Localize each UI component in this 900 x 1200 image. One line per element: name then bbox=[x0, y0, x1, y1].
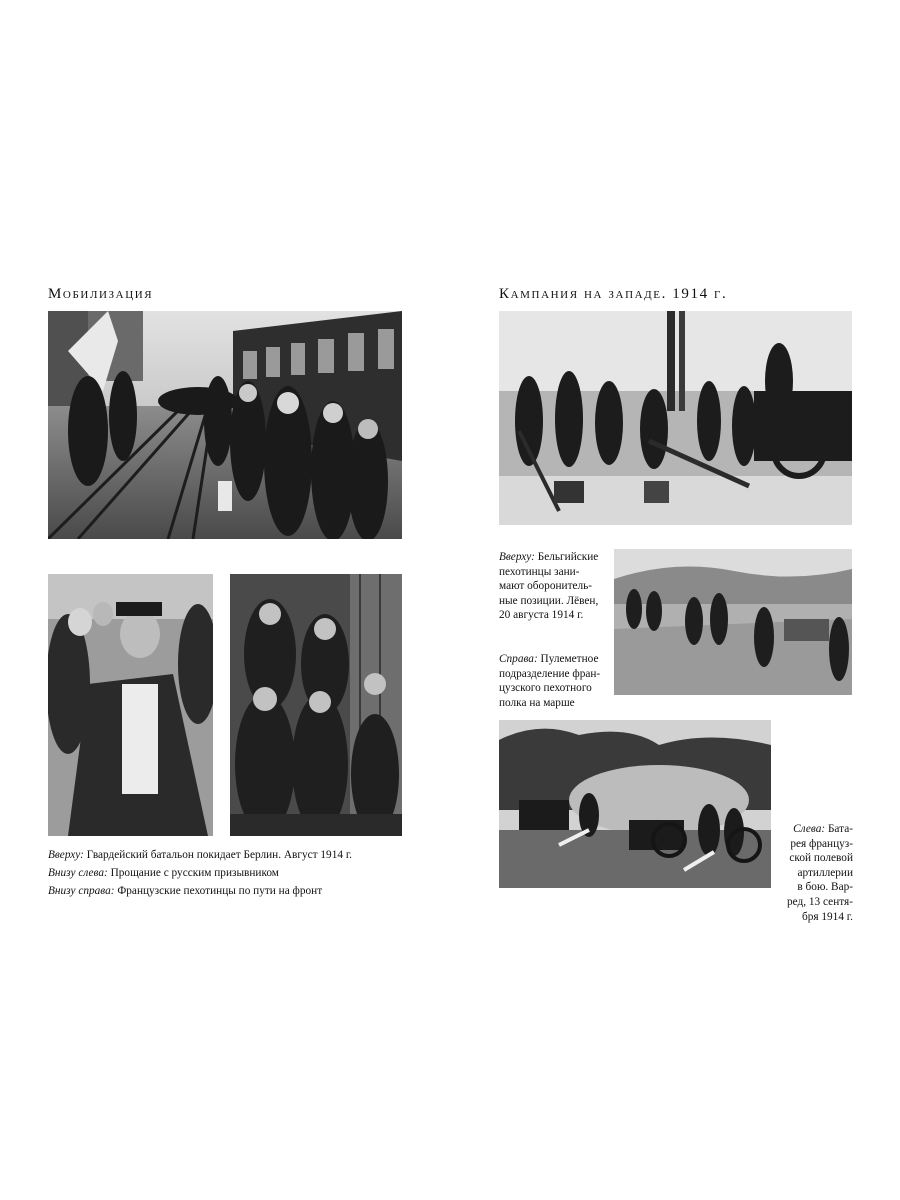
section-title-mobilization: Мобилизация bbox=[48, 286, 154, 302]
photo-french-field-artillery bbox=[499, 720, 771, 888]
photo-french-machine-gun-march bbox=[614, 549, 852, 695]
caption-french-artillery: Слева: Бата- рея француз- ской полевой артиллерии в бою. Вар- ред, 13 сентя- бря 1914 г. bbox=[787, 823, 853, 923]
photo-guard-battalion-train bbox=[48, 311, 402, 539]
right-page bbox=[450, 0, 900, 1200]
caption-bottom-right: Внизу справа: Французские пехотинцы по пути на фронт bbox=[48, 885, 323, 897]
photo-french-infantry-train-car bbox=[230, 574, 402, 836]
left-page-captions bbox=[48, 846, 352, 900]
photo-belgian-infantry-positions bbox=[499, 311, 852, 525]
photo-russian-conscript-farewell bbox=[48, 574, 213, 836]
caption-belgian-infantry: Вверху: Бельгийские пехотинцы зани- мают оборонитель- ные позиции. Лёвен, 20 августа 1914 г. bbox=[499, 551, 599, 622]
caption-french-machine-gun: Справа: Пулеметное подразделение фран- цузского пехотного полка на марше bbox=[499, 653, 601, 709]
caption-bottom-left: Внизу слева: Прощание с русским призывником bbox=[48, 867, 279, 879]
section-title-western-campaign: Кампания на западе. 1914 г. bbox=[499, 286, 728, 302]
caption-top: Вверху: Гвардейский батальон покидает Берлин. Август 1914 г. bbox=[48, 849, 353, 861]
